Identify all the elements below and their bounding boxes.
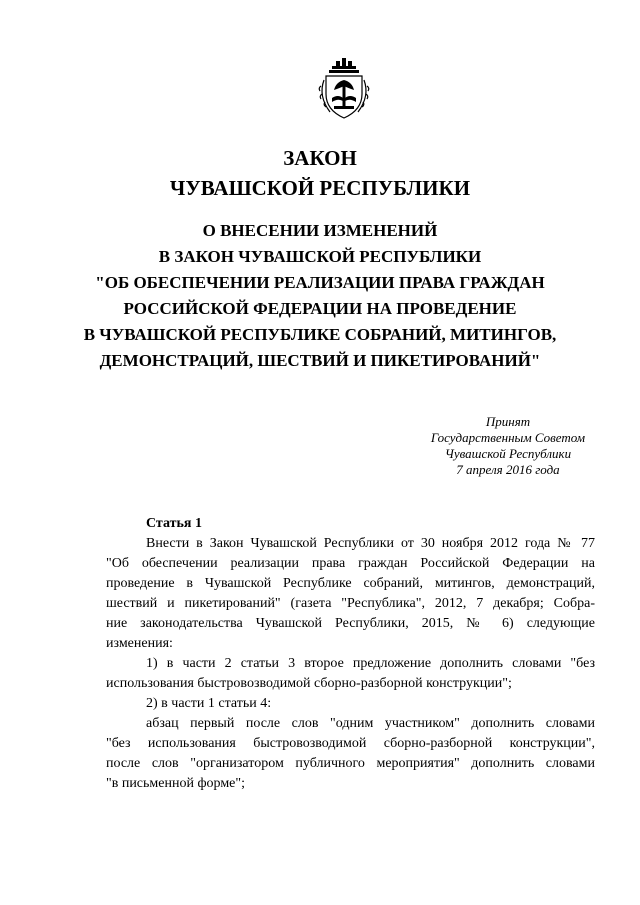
- article-heading: Статья 1: [146, 516, 202, 531]
- law-title: [0, 143, 640, 203]
- body-line: шествий и пикетирований" (газета "Республика", 2012, 7 декабря; Собра-: [106, 596, 595, 611]
- subtitle-line: ДЕМОНСТРАЦИЙ, ШЕСТВИЙ И ПИКЕТИРОВАНИЙ": [99, 351, 541, 370]
- body-line: использования быстровозводимой сборно-разборной конструкции";: [106, 676, 512, 691]
- law-subtitle: [0, 218, 640, 374]
- subtitle-line: РОССИЙСКОЙ ФЕДЕРАЦИИ НА ПРОВЕДЕНИЕ: [123, 299, 517, 318]
- adoption-note: [408, 414, 608, 478]
- adoption-line: Принят: [485, 414, 531, 429]
- body-line: проведение в Чувашской Республике собраний, митингов, демонстраций,: [106, 576, 595, 591]
- adoption-line: 7 апреля 2016 года: [456, 462, 560, 477]
- body-line: абзац первый после слов "одним участником" дополнить словами: [146, 716, 595, 731]
- body-line: ние законодательства Чувашской Республики, 2015, № 6) следующие: [106, 616, 595, 631]
- subtitle-line: О ВНЕСЕНИИ ИЗМЕНЕНИЙ: [202, 221, 438, 240]
- adoption-line: Чувашской Республики: [444, 446, 572, 461]
- subtitle-line: В ЧУВАШСКОЙ РЕСПУБЛИКЕ СОБРАНИЙ, МИТИНГОВ,: [83, 325, 557, 344]
- subtitle-line: В ЗАКОН ЧУВАШСКОЙ РЕСПУБЛИКИ: [158, 247, 482, 266]
- law-title-line: ЗАКОН: [283, 146, 357, 170]
- body-line: "Об обеспечении реализации права граждан Российской Федерации на: [106, 556, 595, 571]
- subtitle-line: "ОБ ОБЕСПЕЧЕНИИ РЕАЛИЗАЦИИ ПРАВА ГРАЖДАН: [95, 273, 545, 292]
- body-line: 1) в части 2 статьи 3 второе предложение дополнить словами "без: [146, 656, 595, 671]
- chuvash-coat-of-arms-icon: [316, 56, 372, 120]
- body-line: "в письменной форме";: [106, 776, 245, 791]
- body-line: 2) в части 1 статьи 4:: [146, 696, 272, 711]
- law-title-line: ЧУВАШСКОЙ РЕСПУБЛИКИ: [169, 176, 471, 200]
- body-line: "без использования быстровозводимой сборно-разборной конструкции",: [106, 736, 595, 751]
- body-line: изменения:: [106, 636, 173, 651]
- body-line: после слов "организатором публичного мероприятия" дополнить словами: [106, 756, 595, 771]
- article-body: [106, 534, 595, 794]
- body-line: Внести в Закон Чувашской Республики от 30 ноября 2012 года № 77: [146, 536, 595, 551]
- adoption-line: Государственным Советом: [430, 430, 586, 445]
